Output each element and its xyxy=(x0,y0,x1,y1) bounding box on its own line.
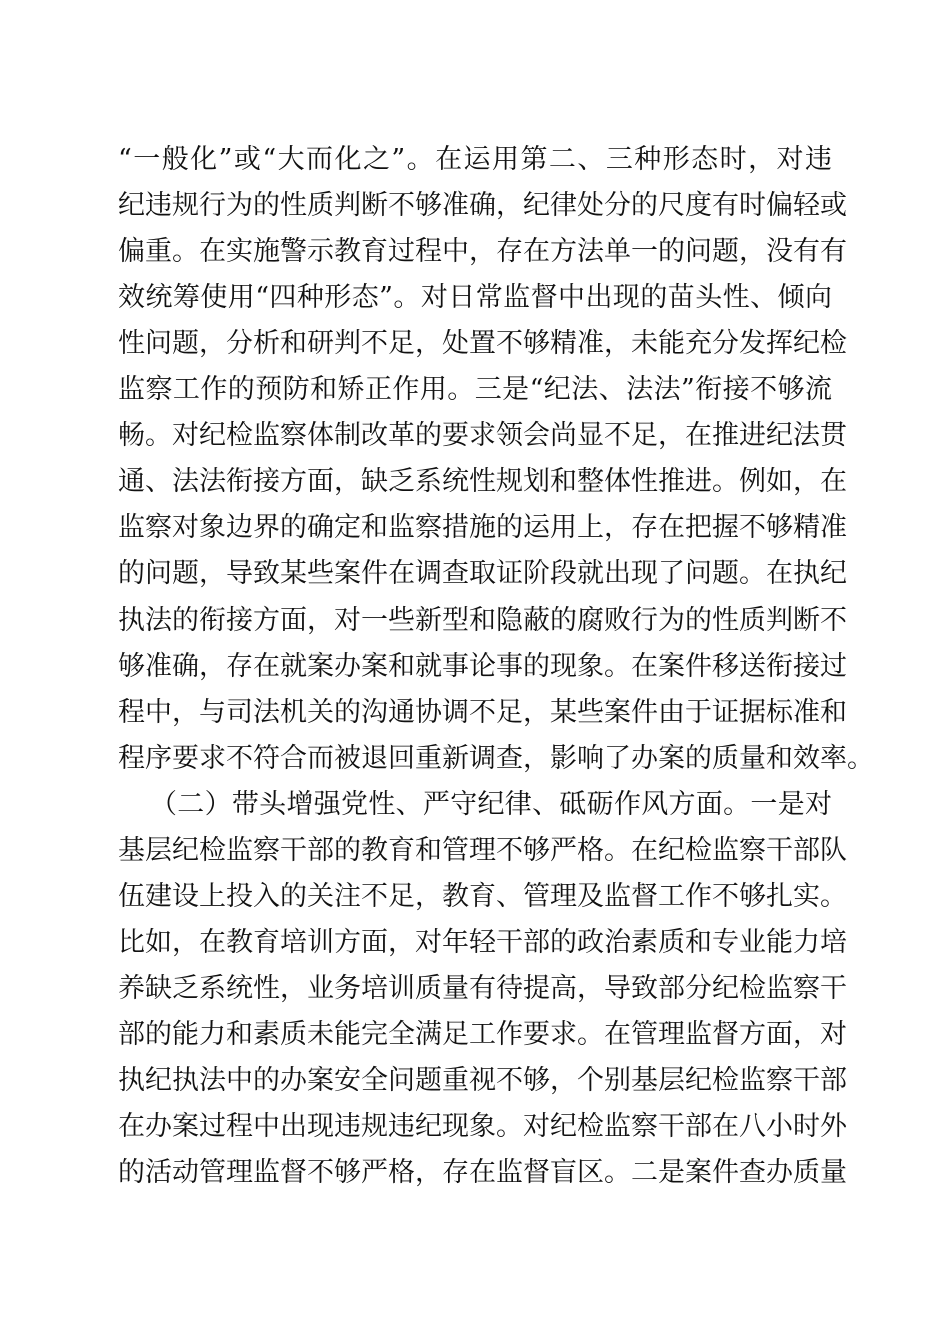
paragraph-1-line: 偏重。在实施警示教育过程中，存在方法单一的问题，没有有 xyxy=(118,236,847,268)
paragraph-1-line: 效统筹使用“四种形态”。对日常监督中出现的苗头性、倾向 xyxy=(118,282,832,314)
paragraph-1-line: 通、法法衔接方面，缺乏系统性规划和整体性推进。例如，在 xyxy=(118,466,847,498)
paragraph-1-line: 程序要求不符合而被退回重新调查，影响了办案的质量和效率。 xyxy=(118,742,874,774)
paragraph-1-line: 畅。对纪检监察体制改革的要求领会尚显不足，在推进纪法贯 xyxy=(118,420,847,452)
paragraph-2-line: 的活动管理监督不够严格，存在监督盲区。二是案件查办质量 xyxy=(118,1157,847,1189)
paragraph-1-line: 监察对象边界的确定和监察措施的运用上，存在把握不够精准 xyxy=(118,512,847,544)
paragraph-1-line: 监察工作的预防和矫正作用。三是“纪法、法法”衔接不够流 xyxy=(118,374,832,406)
paragraph-2-line: （二）带头增强党性、严守纪律、砥砺作风方面。一是对 xyxy=(150,788,832,820)
paragraph-2-line: 基层纪检监察干部的教育和管理不够严格。在纪检监察干部队 xyxy=(118,834,847,866)
paragraph-2-line: 养缺乏系统性，业务培训质量有待提高，导致部分纪检监察干 xyxy=(118,972,847,1004)
paragraph-2-line: 在办案过程中出现违规违纪现象。对纪检监察干部在八小时外 xyxy=(118,1111,847,1143)
paragraph-2-line: 比如，在教育培训方面，对年轻干部的政治素质和专业能力培 xyxy=(118,926,847,958)
paragraph-1-line: 够准确，存在就案办案和就事论事的现象。在案件移送衔接过 xyxy=(118,650,847,682)
paragraph-1-line: 程中，与司法机关的沟通协调不足，某些案件由于证据标准和 xyxy=(118,696,847,728)
paragraph-2-line: 执纪执法中的办案安全问题重视不够，个别基层纪检监察干部 xyxy=(118,1065,847,1096)
paragraph-2-line: 伍建设上投入的关注不足，教育、管理及监督工作不够扎实。 xyxy=(118,880,847,912)
paragraph-1-line: “一般化”或“大而化之”。在运用第二、三种形态时，对违 xyxy=(118,144,832,175)
paragraph-1-line: 执法的衔接方面，对一些新型和隐蔽的腐败行为的性质判断不 xyxy=(118,604,847,636)
paragraph-2-line: 部的能力和素质未能完全满足工作要求。在管理监督方面，对 xyxy=(118,1018,847,1050)
paragraph-1-line: 性问题，分析和研判不足，处置不够精准，未能充分发挥纪检 xyxy=(118,328,847,360)
paragraph-1-line: 纪违规行为的性质判断不够准确，纪律处分的尺度有时偏轻或 xyxy=(118,190,847,222)
paragraph-1-line: 的问题，导致某些案件在调查取证阶段就出现了问题。在执纪 xyxy=(118,558,847,590)
